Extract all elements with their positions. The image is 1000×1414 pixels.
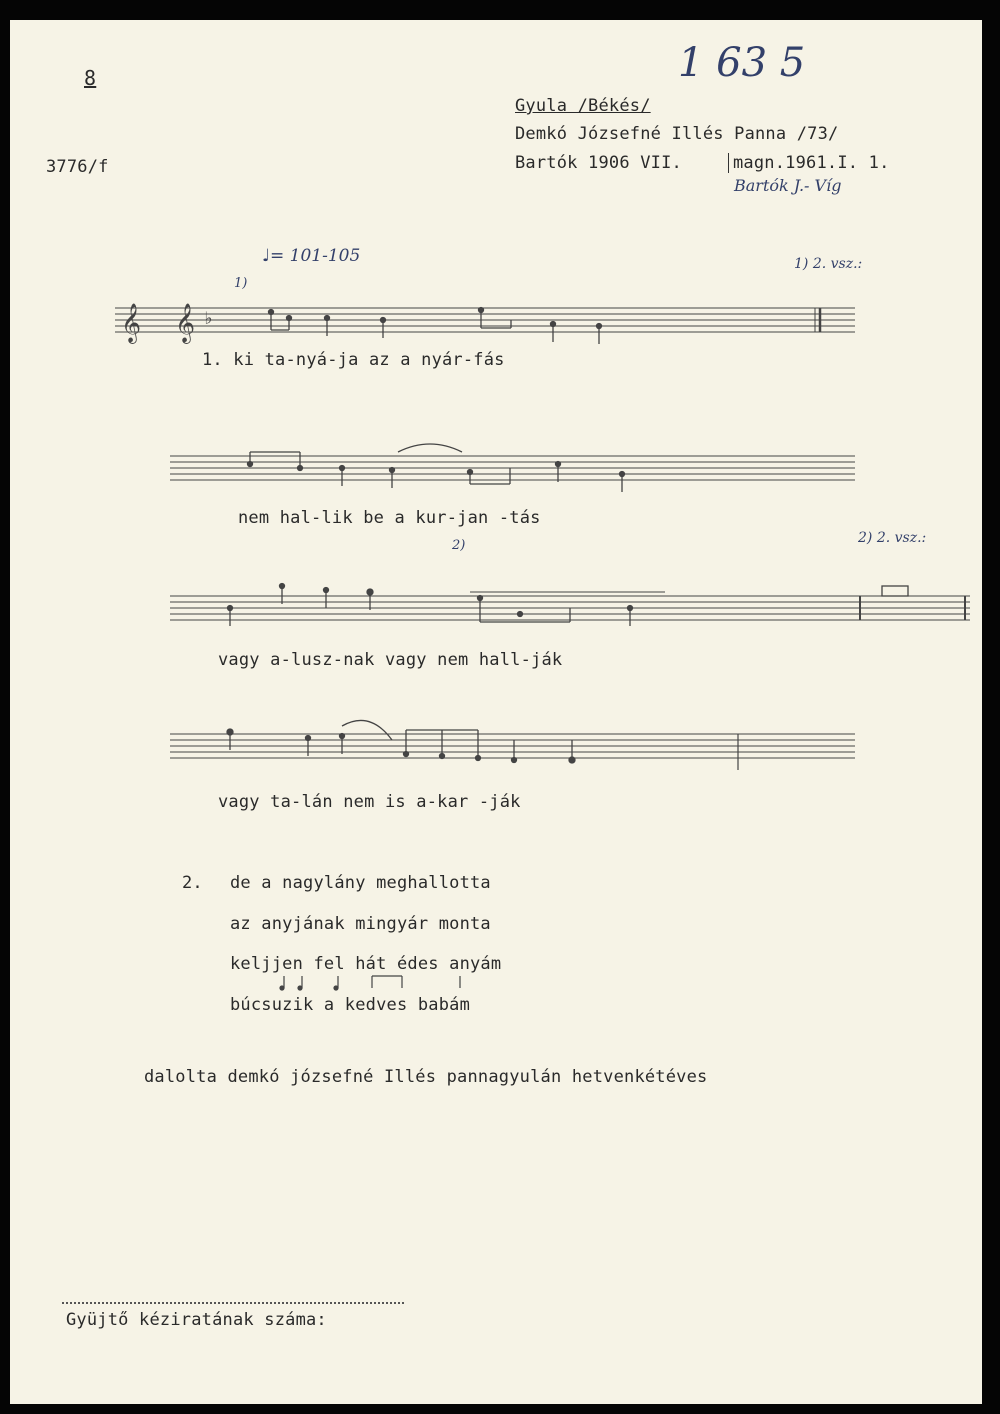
lyric-line-1: 1. ki ta-nyá-ja az a nyár-fás	[202, 350, 505, 370]
header-singer: Demkó Józsefné Illés Panna /73/	[515, 124, 839, 144]
staff-4-notation	[170, 710, 870, 790]
footnote-mark-1: 1)	[234, 276, 248, 291]
svg-text:𝄞: 𝄞	[175, 303, 196, 343]
header-place: Gyula /Békés/	[515, 96, 651, 116]
tempo-marking: ♩= 101-105	[262, 246, 361, 266]
variant-note-1: 1) 2. vsz.:	[794, 256, 863, 272]
footnote-mark-2: 2)	[452, 538, 466, 553]
verse-2-number: 2.	[182, 873, 203, 893]
header-collector: Bartók 1906 VII.	[515, 153, 682, 173]
staff-2-notation	[170, 438, 870, 508]
verse-2-line-2: az anyjának mingyár monta	[230, 914, 491, 934]
svg-text:𝄞: 𝄞	[121, 303, 142, 343]
manuscript-page	[10, 20, 982, 1404]
handwritten-archive-number: 1 63 5	[678, 40, 806, 86]
lyric-line-3: vagy a-lusz-nak vagy nem hall-ják	[218, 650, 563, 670]
rhythm-marks	[278, 972, 478, 994]
sung-by-note: dalolta demkó józsefné Illés pannagyulán hetvenkétéves	[144, 1067, 708, 1087]
header-recording: magn.1961.I. 1.	[728, 153, 890, 173]
verse-2-line-3: keljjen fel hát édes anyám	[230, 954, 502, 974]
footer-divider	[62, 1302, 404, 1304]
svg-text:♭: ♭	[203, 308, 214, 329]
recording-note-handwritten: Bartók J.- Víg	[734, 176, 842, 195]
page-number: 8	[84, 66, 97, 90]
variant-note-2: 2) 2. vsz.:	[858, 530, 927, 546]
rhythm-marks-svg	[278, 972, 478, 994]
staff-3-notation	[170, 572, 980, 652]
staff-line-2	[170, 438, 870, 508]
staff-line-3	[170, 572, 980, 652]
verse-2-line-4: búcsuzik a kedves babám	[230, 995, 471, 1015]
lyric-line-4: vagy ta-lán nem is a-kar -ják	[218, 792, 521, 812]
staff-line-4	[170, 710, 870, 790]
lyric-line-2: nem hal-lik be a kur-jan -tás	[238, 508, 541, 528]
verse-2-line-1: de a nagylány meghallotta	[230, 873, 491, 893]
catalog-number: 3776/f	[46, 157, 109, 177]
footer-label: Gyüjtő kéziratának száma:	[66, 1310, 327, 1330]
